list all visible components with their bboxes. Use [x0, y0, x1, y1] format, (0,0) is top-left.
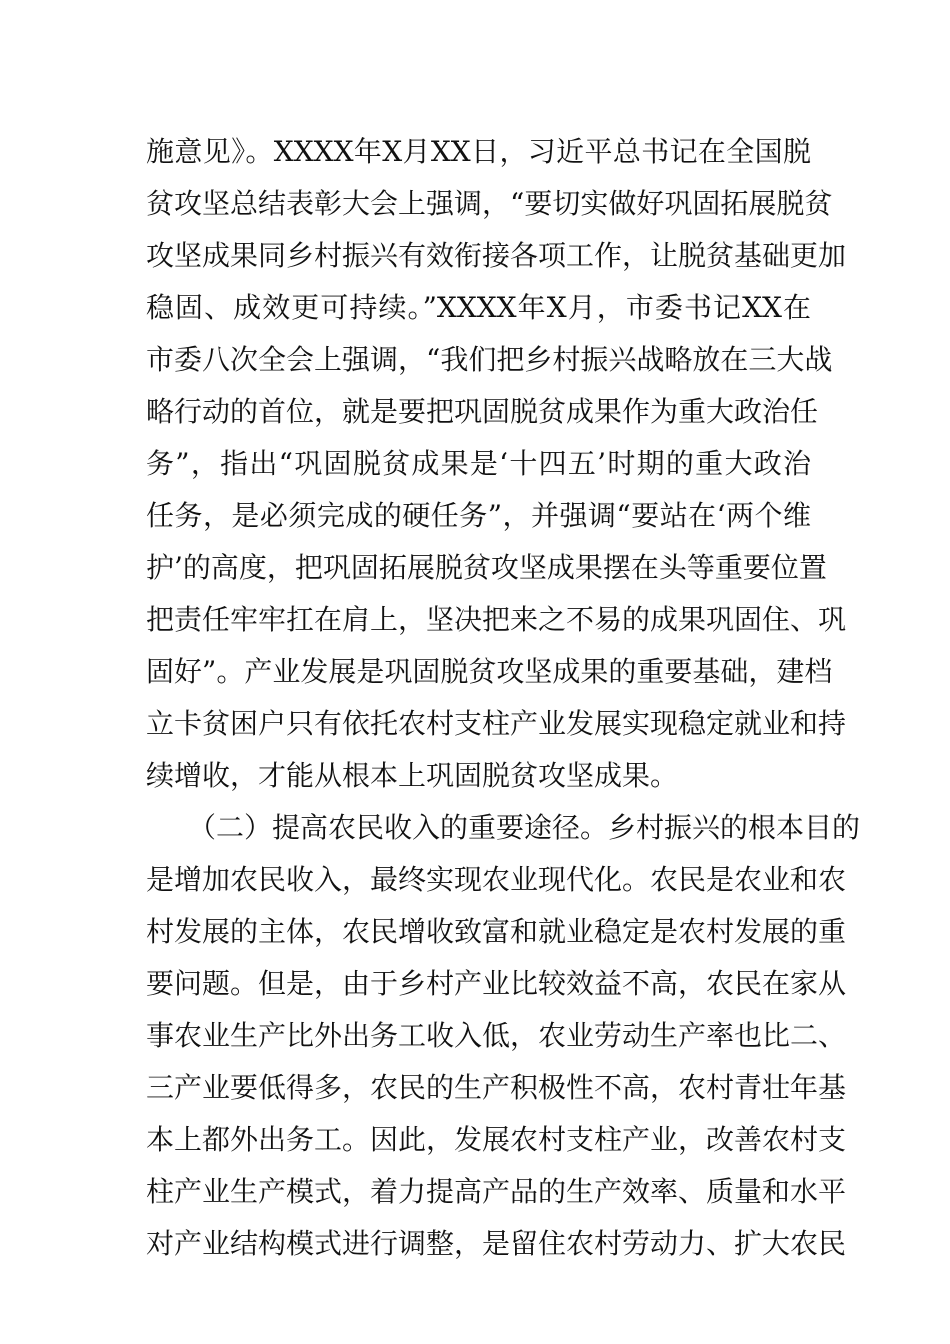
- text-line: 事农业生产比外出务工收入低，农业劳动生产率也比二、: [146, 1019, 847, 1052]
- text-line: 要问题。但是，由于乡村产业比较效益不高，农民在家从: [146, 967, 847, 1000]
- paragraph-heading-line: （二）提高农民收入的重要途径。乡村振兴的根本目的: [188, 811, 861, 844]
- text-line: 柱产业生产模式，着力提高产品的生产效率、质量和水平: [146, 1175, 847, 1208]
- text-line: 市委八次全会上强调，“我们把乡村振兴战略放在三大战: [146, 343, 833, 376]
- text-line: 固好”。产业发展是巩固脱贫攻坚成果的重要基础，建档: [146, 655, 833, 688]
- text-line: 立卡贫困户只有依托农村支柱产业发展实现稳定就业和持: [146, 707, 847, 740]
- paragraph-2: [146, 802, 861, 1270]
- text-line: 是增加农民收入，最终实现农业现代化。农民是农业和农: [146, 863, 847, 896]
- text-line: 三产业要低得多，农民的生产积极性不高，农村青壮年基: [146, 1071, 847, 1104]
- text-line: 贫攻坚总结表彰大会上强调，“要切实做好巩固拓展脱贫: [146, 187, 833, 220]
- text-line: 施意见》。XXXX年X月XX日，习近平总书记在全国脱: [146, 135, 811, 168]
- text-line: 把责任牢牢扛在肩上，坚决把来之不易的成果巩固住、巩: [146, 603, 847, 636]
- text-line: 本上都外出务工。因此，发展农村支柱产业，改善农村支: [146, 1123, 847, 1156]
- paragraph-1: [146, 126, 847, 802]
- text-line: 任务，是必须完成的硬任务”，并强调“要站在‘两个维: [146, 499, 811, 532]
- text-line: 续增收，才能从根本上巩固脱贫攻坚成果。: [146, 759, 679, 792]
- text-line: 护’的高度，把巩固拓展脱贫攻坚成果摆在头等重要位置: [146, 551, 827, 584]
- text-line: 略行动的首位，就是要把巩固脱贫成果作为重大政治任: [146, 395, 819, 428]
- text-line: 稳固、成效更可持续。”XXXX年X月，市委书记XX在: [146, 291, 811, 324]
- body-text: [146, 126, 861, 1270]
- text-line: 务”，指出“巩固脱贫成果是‘十四五’时期的重大政治: [146, 447, 811, 480]
- text-line: 攻坚成果同乡村振兴有效衔接各项工作，让脱贫基础更加: [146, 239, 847, 272]
- text-line: 村发展的主体，农民增收致富和就业稳定是农村发展的重: [146, 915, 847, 948]
- text-line: 对产业结构模式进行调整，是留住农村劳动力、扩大农民: [146, 1227, 847, 1260]
